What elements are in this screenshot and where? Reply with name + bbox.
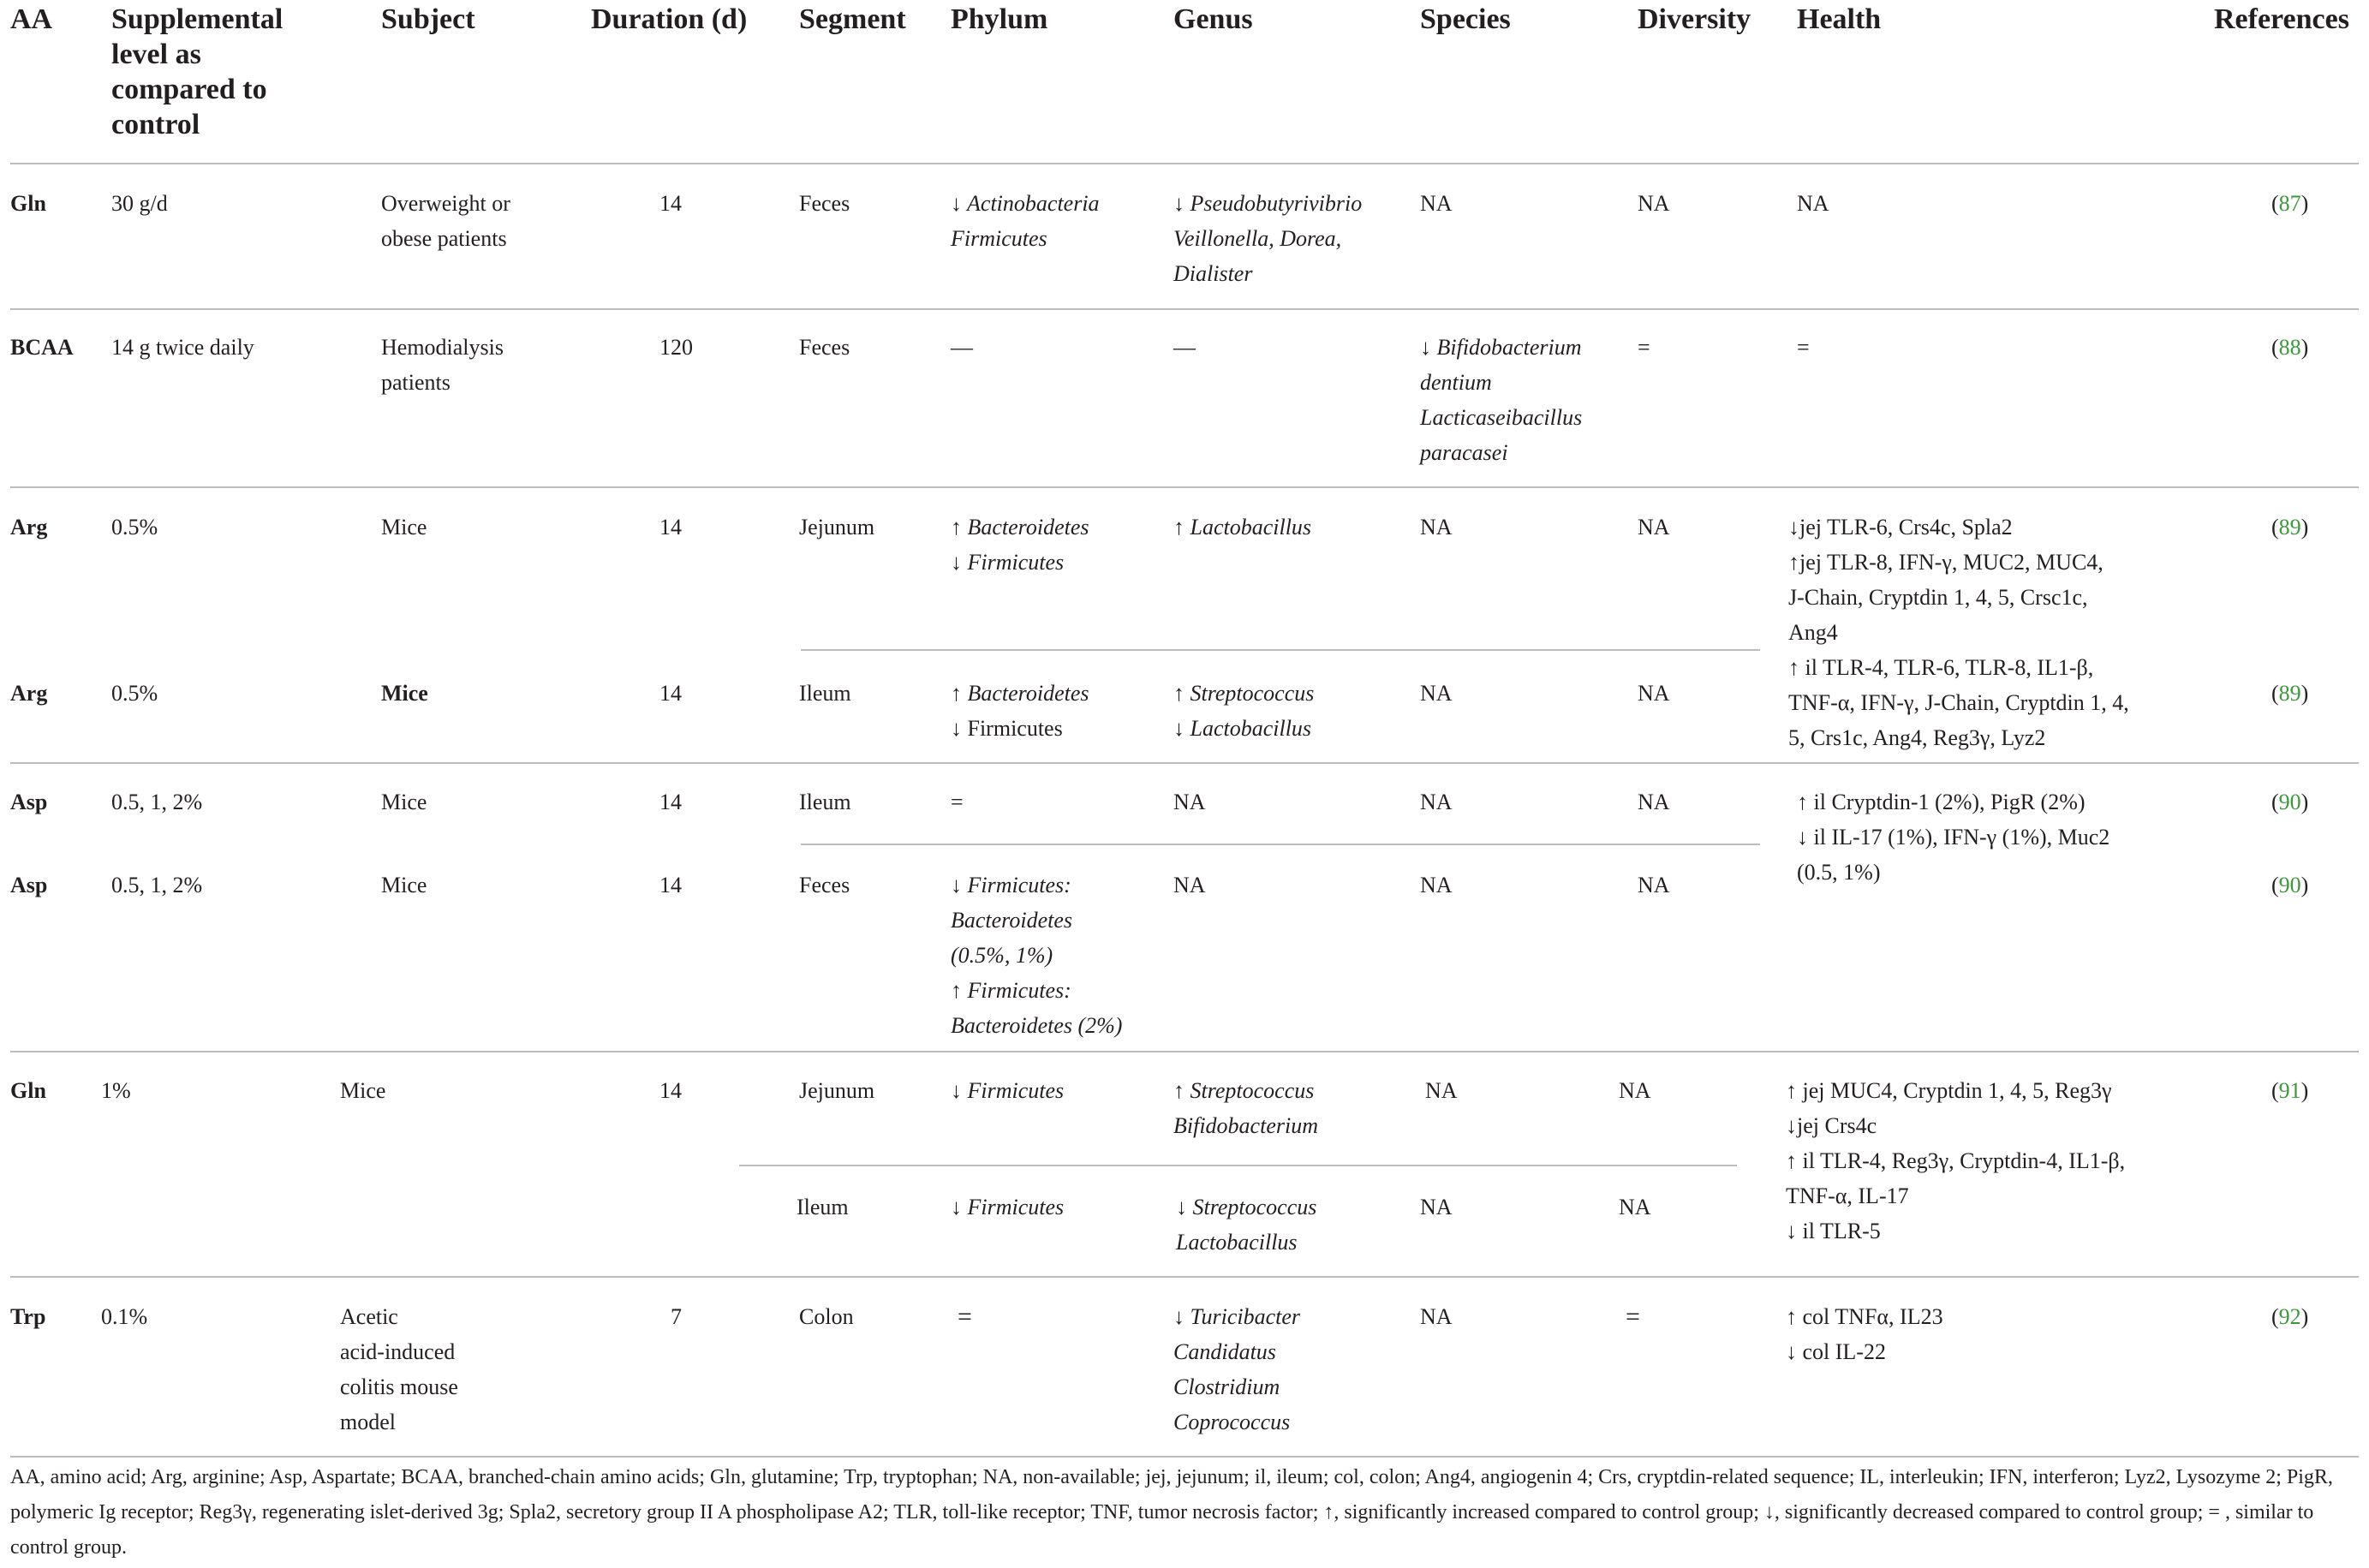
row-divider xyxy=(10,1276,2359,1278)
cell-line: ↓ Streptococcus xyxy=(1176,1195,1317,1219)
cell-duration: 14 xyxy=(659,1078,682,1103)
cell-segment: Jejunum xyxy=(799,1078,875,1103)
cell-segment: Jejunum xyxy=(799,515,875,540)
cell-line: ↓ Turicibacter xyxy=(1173,1304,1301,1329)
reference-link[interactable]: 92 xyxy=(2278,1304,2301,1329)
cell-phylum xyxy=(951,1073,1064,1108)
cell-line: Hemodialysis xyxy=(381,335,504,360)
cell-species xyxy=(1420,330,1582,470)
cell-reference xyxy=(2271,1299,2308,1334)
cell-line: ↑ Streptococcus xyxy=(1173,1078,1315,1103)
cell-genus xyxy=(1173,1073,1318,1143)
cell-line: ↓ Firmicutes xyxy=(951,716,1063,741)
cell-line: ↓ Firmicutes: xyxy=(951,873,1071,897)
ref-paren: ) xyxy=(2300,790,2309,814)
cell-line: Lactobacillus xyxy=(1176,1230,1298,1255)
cell-line: ↓ Actinobacteria xyxy=(951,191,1100,216)
cell-phylum xyxy=(951,676,1089,746)
cell-supplemental: 30 g/d xyxy=(111,191,168,216)
cell-supplemental: 0.1% xyxy=(101,1304,148,1329)
cell-species: NA xyxy=(1425,1078,1458,1103)
cell-line: ↑ il Cryptdin-1 (2%), PigR (2%) xyxy=(1797,790,2086,814)
cell-genus: NA xyxy=(1173,790,1206,814)
cell-health-arg xyxy=(1788,510,2129,755)
header-segment: Segment xyxy=(799,3,906,35)
cell-line: Coprococcus xyxy=(1173,1410,1291,1434)
cell-duration: 14 xyxy=(659,515,682,540)
cell-diversity: NA xyxy=(1638,681,1670,706)
cell-aa: Asp xyxy=(10,873,48,897)
cell-segment: Colon xyxy=(799,1304,854,1329)
cell-line: paracasei xyxy=(1420,440,1508,465)
cell-duration: 14 xyxy=(659,191,682,216)
ref-paren: ( xyxy=(2271,681,2279,706)
cell-genus xyxy=(1176,1189,1316,1260)
cell-line: Bacteroidetes xyxy=(951,908,1072,933)
row-subdivider xyxy=(739,1165,1737,1166)
cell-line: Overweight or xyxy=(381,191,510,216)
cell-segment: Feces xyxy=(799,873,850,897)
cell-health xyxy=(1786,1299,1943,1369)
cell-reference xyxy=(2271,784,2308,820)
cell-line: ↓ Pseudobutyrivibrio xyxy=(1173,191,1363,216)
cell-diversity: = xyxy=(1626,1303,1640,1331)
header-supplemental-line: control xyxy=(111,109,200,140)
cell-segment: Feces xyxy=(799,335,850,360)
ref-paren: ( xyxy=(2271,1304,2279,1329)
cell-segment: Ileum xyxy=(799,681,851,706)
row-subdivider xyxy=(801,844,1760,845)
cell-duration: 120 xyxy=(659,335,693,360)
ref-paren: ) xyxy=(2300,681,2309,706)
cell-reference xyxy=(2271,186,2308,221)
cell-genus xyxy=(1173,186,1362,291)
header-genus: Genus xyxy=(1173,3,1253,35)
cell-line: ↓ Firmicutes xyxy=(951,1078,1065,1103)
row-divider xyxy=(10,762,2359,764)
cell-line: Lacticaseibacillus xyxy=(1420,405,1583,430)
cell-subject: Mice xyxy=(381,681,428,706)
cell-subject: Mice xyxy=(340,1078,386,1103)
cell-genus: — xyxy=(1173,335,1196,360)
cell-aa: BCAA xyxy=(10,335,74,360)
cell-line: ↓ Bifidobacterium xyxy=(1420,335,1582,360)
cell-line: dentium xyxy=(1420,370,1492,395)
cell-species: NA xyxy=(1420,790,1453,814)
cell-line: ↑ col TNFα, IL23 xyxy=(1786,1304,1943,1329)
cell-line: Bacteroidetes (2%) xyxy=(951,1013,1123,1038)
cell-line: ↑ jej MUC4, Cryptdin 1, 4, 5, Reg3γ xyxy=(1786,1078,2112,1103)
header-health: Health xyxy=(1797,3,1882,35)
cell-diversity: NA xyxy=(1638,790,1670,814)
cell-line: Bifidobacterium xyxy=(1173,1113,1318,1138)
cell-supplemental: 0.5, 1, 2% xyxy=(111,873,203,897)
ref-paren: ( xyxy=(2271,515,2279,540)
ref-paren: ( xyxy=(2271,191,2279,216)
cell-line: ↓ il TLR-5 xyxy=(1786,1219,1881,1243)
ref-paren: ) xyxy=(2300,1304,2309,1329)
cell-segment: Ileum xyxy=(797,1195,849,1219)
cell-species: NA xyxy=(1420,515,1453,540)
cell-line: (0.5, 1%) xyxy=(1797,860,1881,885)
cell-species: NA xyxy=(1420,1195,1453,1219)
ref-paren: ( xyxy=(2271,1078,2279,1103)
cell-aa: Trp xyxy=(10,1304,46,1329)
cell-line: TNF-α, IFN-γ, J-Chain, Cryptdin 1, 4, xyxy=(1788,690,2129,715)
cell-subject xyxy=(381,186,510,256)
cell-reference xyxy=(2271,1073,2308,1108)
cell-line: Dialister xyxy=(1173,261,1253,286)
cell-supplemental: 14 g twice daily xyxy=(111,335,254,360)
cell-line: Veillonella, Dorea, xyxy=(1173,226,1342,251)
cell-segment: Feces xyxy=(799,191,850,216)
cell-line: colitis mouse xyxy=(340,1374,458,1399)
cell-line: ↓jej Crs4c xyxy=(1786,1113,1877,1138)
header-supplemental-line: Supplemental xyxy=(111,3,283,35)
cell-health-asp xyxy=(1797,784,2109,890)
cell-health: NA xyxy=(1797,191,1829,216)
cell-reference xyxy=(2271,676,2308,711)
row-divider xyxy=(10,486,2359,488)
header-supplemental-line: compared to xyxy=(111,74,267,105)
header-diversity: Diversity xyxy=(1638,3,1751,35)
cell-genus xyxy=(1173,676,1314,746)
header-duration: Duration (d) xyxy=(591,3,748,35)
cell-line: ↓ Lactobacillus xyxy=(1173,716,1312,741)
cell-duration: 14 xyxy=(659,681,682,706)
cell-line: Ang4 xyxy=(1788,620,1838,645)
cell-phylum: = xyxy=(958,1303,972,1331)
ref-paren: ) xyxy=(2300,335,2309,360)
header-species: Species xyxy=(1420,3,1511,35)
cell-genus xyxy=(1173,510,1311,545)
cell-diversity: NA xyxy=(1638,873,1670,897)
cell-subject: Mice xyxy=(381,873,427,897)
cell-line: ↓ Firmicutes xyxy=(951,1195,1065,1219)
cell-health-gln xyxy=(1786,1073,2125,1249)
cell-line: ↑ Lactobacillus xyxy=(1173,515,1312,540)
cell-genus: NA xyxy=(1173,873,1206,897)
cell-aa: Asp xyxy=(10,790,48,814)
cell-line: model xyxy=(340,1410,396,1434)
cell-line: ↑jej TLR-8, IFN-γ, MUC2, MUC4, xyxy=(1788,550,2103,575)
cell-line: (0.5%, 1%) xyxy=(951,943,1053,968)
cell-line: ↑ Bacteroidetes xyxy=(951,681,1089,706)
cell-aa: Gln xyxy=(10,191,46,216)
cell-reference xyxy=(2271,867,2308,903)
cell-line: ↑ il TLR-4, Reg3γ, Cryptdin-4, IL1-β, xyxy=(1786,1148,2126,1173)
row-divider xyxy=(10,163,2359,164)
cell-line: ↓ col IL-22 xyxy=(1786,1339,1886,1364)
cell-subject xyxy=(381,330,504,400)
header-supplemental xyxy=(111,2,283,142)
cell-line: ↑ Streptococcus xyxy=(1173,681,1315,706)
cell-line: TNF-α, IL-17 xyxy=(1786,1183,1909,1208)
cell-duration: 7 xyxy=(671,1304,682,1329)
cell-line: ↑ Bacteroidetes xyxy=(951,515,1089,540)
cell-species: NA xyxy=(1420,191,1453,216)
cell-aa: Arg xyxy=(10,515,48,540)
cell-subject: Mice xyxy=(381,515,427,540)
reference-link[interactable]: 91 xyxy=(2278,1078,2301,1103)
cell-line: Clostridium xyxy=(1173,1374,1280,1399)
cell-diversity: NA xyxy=(1638,191,1670,216)
cell-supplemental: 0.5% xyxy=(111,515,158,540)
cell-line: ↑ il TLR-4, TLR-6, TLR-8, IL1-β, xyxy=(1788,655,2094,680)
ref-paren: ( xyxy=(2271,790,2279,814)
cell-supplemental: 1% xyxy=(101,1078,131,1103)
cell-aa: Arg xyxy=(10,681,48,706)
cell-subject xyxy=(340,1299,458,1440)
cell-health: = xyxy=(1797,335,1810,360)
cell-species: NA xyxy=(1420,873,1453,897)
cell-phylum xyxy=(951,1189,1064,1225)
cell-phylum: — xyxy=(951,335,973,360)
cell-phylum: = xyxy=(951,790,964,814)
reference-link[interactable]: 89 xyxy=(2278,681,2301,706)
header-supplemental-line: level as xyxy=(111,39,201,70)
cell-line: Acetic xyxy=(340,1304,398,1329)
row-divider xyxy=(10,1456,2359,1458)
cell-line: Candidatus xyxy=(1173,1339,1276,1364)
reference-link[interactable]: 90 xyxy=(2278,873,2301,897)
header-aa: AA xyxy=(10,3,53,35)
cell-line: ↓ Firmicutes xyxy=(951,550,1065,575)
cell-supplemental: 0.5, 1, 2% xyxy=(111,790,203,814)
cell-duration: 14 xyxy=(659,790,682,814)
cell-line: ↓jej TLR-6, Crs4c, Spla2 xyxy=(1788,515,2013,540)
cell-species: NA xyxy=(1420,1304,1453,1329)
row-divider xyxy=(10,1051,2359,1052)
cell-diversity: = xyxy=(1638,335,1650,360)
cell-reference xyxy=(2271,330,2308,365)
cell-line: 5, Crs1c, Ang4, Reg3γ, Lyz2 xyxy=(1788,725,2046,750)
cell-line: acid-induced xyxy=(340,1339,456,1364)
cell-species: NA xyxy=(1420,681,1453,706)
cell-line: patients xyxy=(381,370,451,395)
ref-paren: ( xyxy=(2271,873,2279,897)
cell-line: Firmicutes xyxy=(951,226,1047,251)
cell-supplemental: 0.5% xyxy=(111,681,158,706)
cell-genus xyxy=(1173,1299,1300,1440)
ref-paren: ) xyxy=(2300,1078,2309,1103)
cell-line: J-Chain, Cryptdin 1, 4, 5, Crsc1c, xyxy=(1788,585,2088,610)
reference-link[interactable]: 90 xyxy=(2278,790,2301,814)
header-phylum: Phylum xyxy=(951,3,1048,35)
cell-line: ↑ Firmicutes: xyxy=(951,978,1071,1003)
header-subject: Subject xyxy=(381,3,475,35)
table-footnote: AA, amino acid; Arg, arginine; Asp, Aspartate; BCAA, branched-chain amino acids; Gln, glutamine; Trp, tryptophan; NA, non-available; jej, jejunum; il, ileum; col, colon; Ang4, angiogenin 4; Crs, cryptdin-related sequence; IL, interleukin; IFN, interferon; Lyz2, Lysozyme 2; PigR, polymeric Ig receptor; Reg3γ, regenerating islet-derived 3g; Spla2, secretory group II A phospholipase A2; TLR, toll-like receptor; TNF, tumor necrosis factor; ↑, significantly increased compared to control group; ↓, significantly decreased compared to control group; = , similar to control group. xyxy=(10,1466,2333,1559)
cell-line: ↓ il IL-17 (1%), IFN-γ (1%), Muc2 xyxy=(1797,825,2110,850)
cell-reference xyxy=(2271,510,2308,545)
ref-paren: ) xyxy=(2300,191,2309,216)
cell-diversity: NA xyxy=(1638,515,1670,540)
reference-link[interactable]: 87 xyxy=(2278,191,2301,216)
reference-link[interactable]: 88 xyxy=(2278,335,2301,360)
ref-paren: ) xyxy=(2300,873,2309,897)
cell-diversity: NA xyxy=(1619,1078,1651,1103)
cell-phylum xyxy=(951,186,1100,256)
row-divider xyxy=(10,308,2359,310)
cell-line: obese patients xyxy=(381,226,507,251)
row-subdivider xyxy=(801,649,1760,651)
header-references: References xyxy=(2214,3,2349,35)
cell-diversity: NA xyxy=(1619,1195,1651,1219)
cell-aa: Gln xyxy=(10,1078,46,1103)
ref-paren: ) xyxy=(2300,515,2309,540)
cell-phylum xyxy=(951,867,1122,1043)
cell-phylum xyxy=(951,510,1089,580)
cell-subject: Mice xyxy=(381,790,427,814)
ref-paren: ( xyxy=(2271,335,2279,360)
cell-segment: Ileum xyxy=(799,790,851,814)
cell-duration: 14 xyxy=(659,873,682,897)
reference-link[interactable]: 89 xyxy=(2278,515,2301,540)
